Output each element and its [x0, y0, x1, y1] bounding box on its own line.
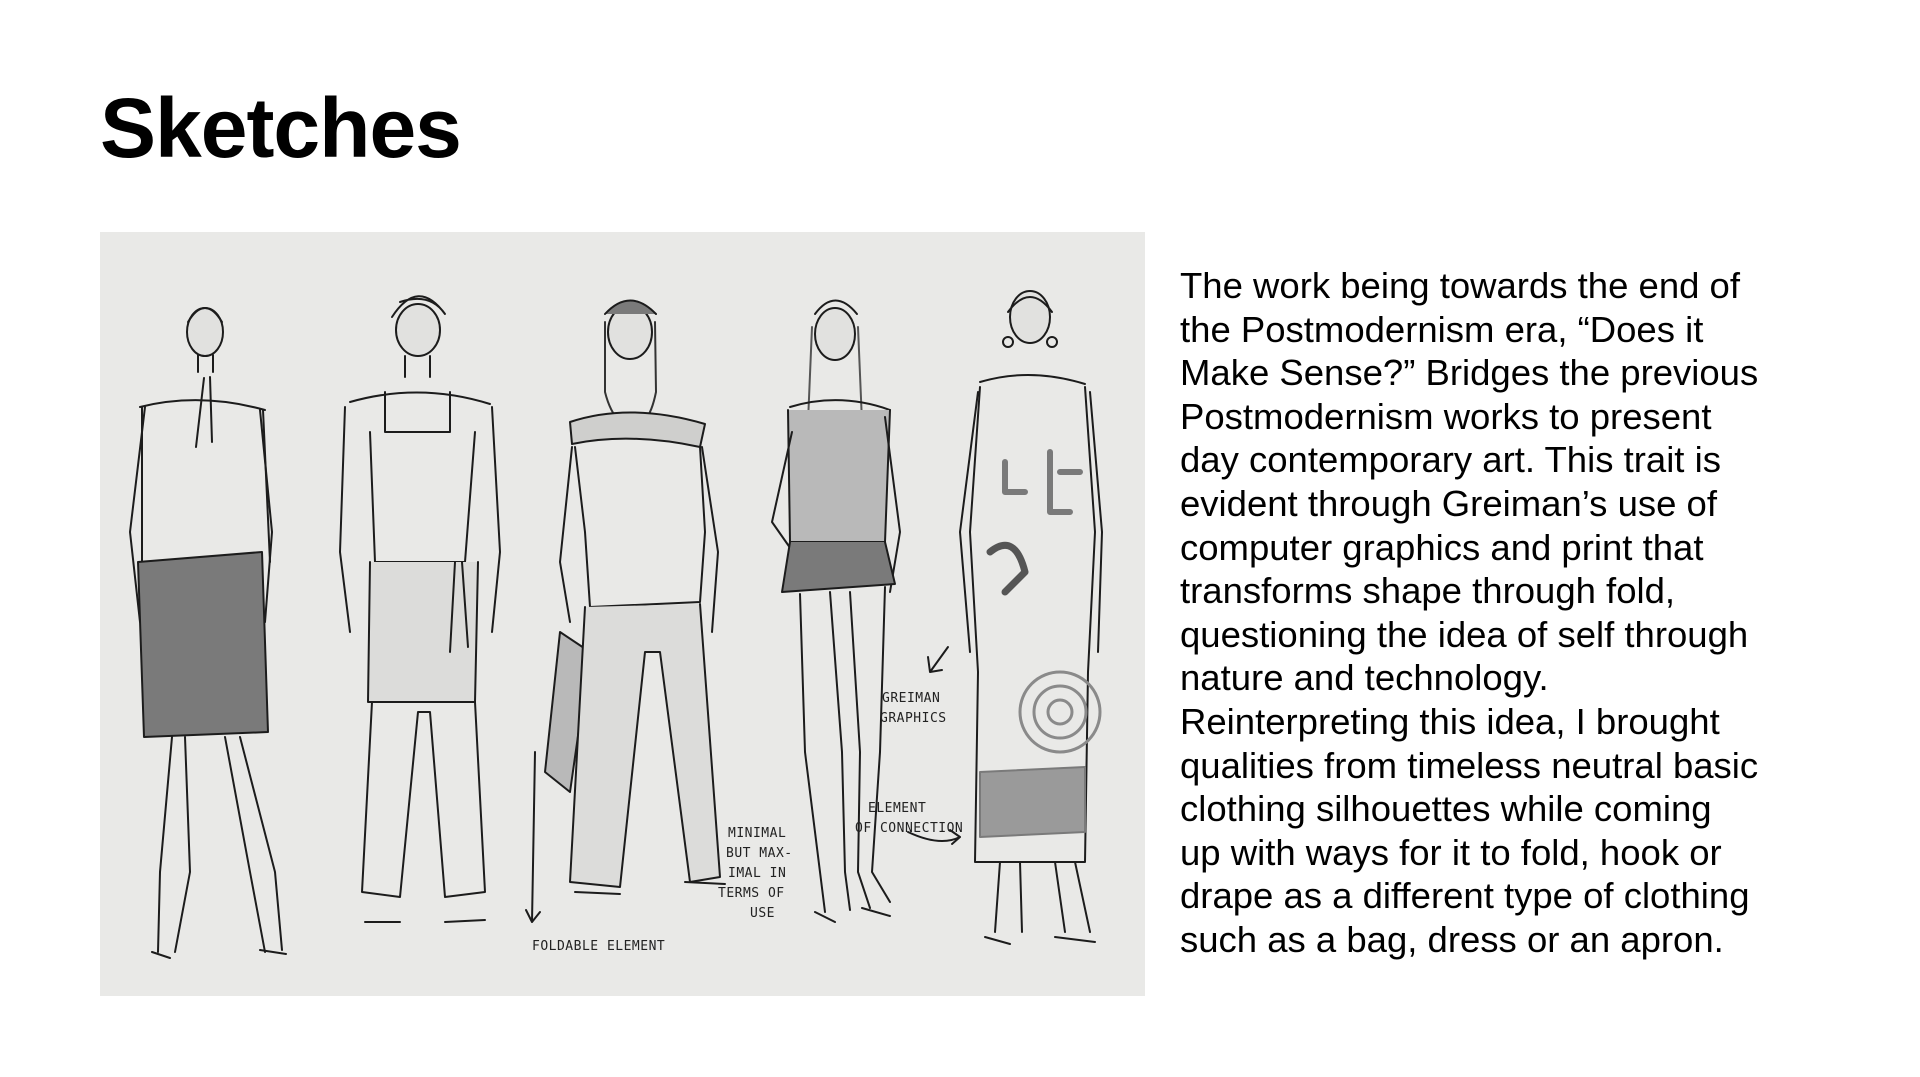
body-line: The work being towards the end of — [1180, 265, 1740, 306]
svg-text:OF CONNECTION: OF CONNECTION — [855, 821, 964, 836]
body-line: questioning the idea of self through — [1180, 613, 1749, 655]
body-line: drape as a different type of clothing — [1180, 875, 1750, 917]
body-line: clothing silhouettes while coming — [1180, 788, 1712, 830]
svg-text:GRAPHICS: GRAPHICS — [880, 711, 947, 726]
body-line: Make Sense?” Bridges the previous — [1180, 352, 1759, 394]
svg-text:FOLDABLE ELEMENT: FOLDABLE ELEMENT — [532, 939, 666, 954]
svg-text:GREIMAN: GREIMAN — [882, 691, 941, 706]
body-line: Postmodernism works to present — [1180, 395, 1712, 437]
body-line: day contemporary art. This trait is — [1180, 439, 1721, 481]
svg-text:IMAL IN: IMAL IN — [728, 866, 787, 881]
body-line: such as a bag, dress or an apron. — [1180, 918, 1724, 960]
body-line: transforms shape through fold, — [1180, 570, 1676, 612]
svg-text:BUT MAX-: BUT MAX- — [726, 846, 793, 861]
sketch-image — [100, 232, 1145, 996]
body-line: evident through Greiman’s use of — [1180, 482, 1718, 524]
fashion-sketch-drawing — [100, 232, 1145, 996]
svg-text:TERMS OF: TERMS OF — [718, 886, 785, 901]
slide-title: Sketches — [100, 81, 461, 175]
body-paragraph — [1180, 264, 1860, 962]
svg-text:MINIMAL: MINIMAL — [728, 826, 787, 841]
body-line: computer graphics and print that — [1180, 526, 1704, 568]
svg-text:ELEMENT: ELEMENT — [868, 801, 927, 816]
body-line: Reinterpreting this idea, I brought — [1180, 700, 1720, 742]
body-line: qualities from timeless neutral basic — [1180, 744, 1759, 786]
body-line: the Postmodernism era, “Does it — [1180, 308, 1704, 350]
body-line: up with ways for it to fold, hook or — [1180, 831, 1722, 873]
svg-text:USE: USE — [750, 906, 775, 921]
body-line: nature and technology. — [1180, 657, 1549, 699]
